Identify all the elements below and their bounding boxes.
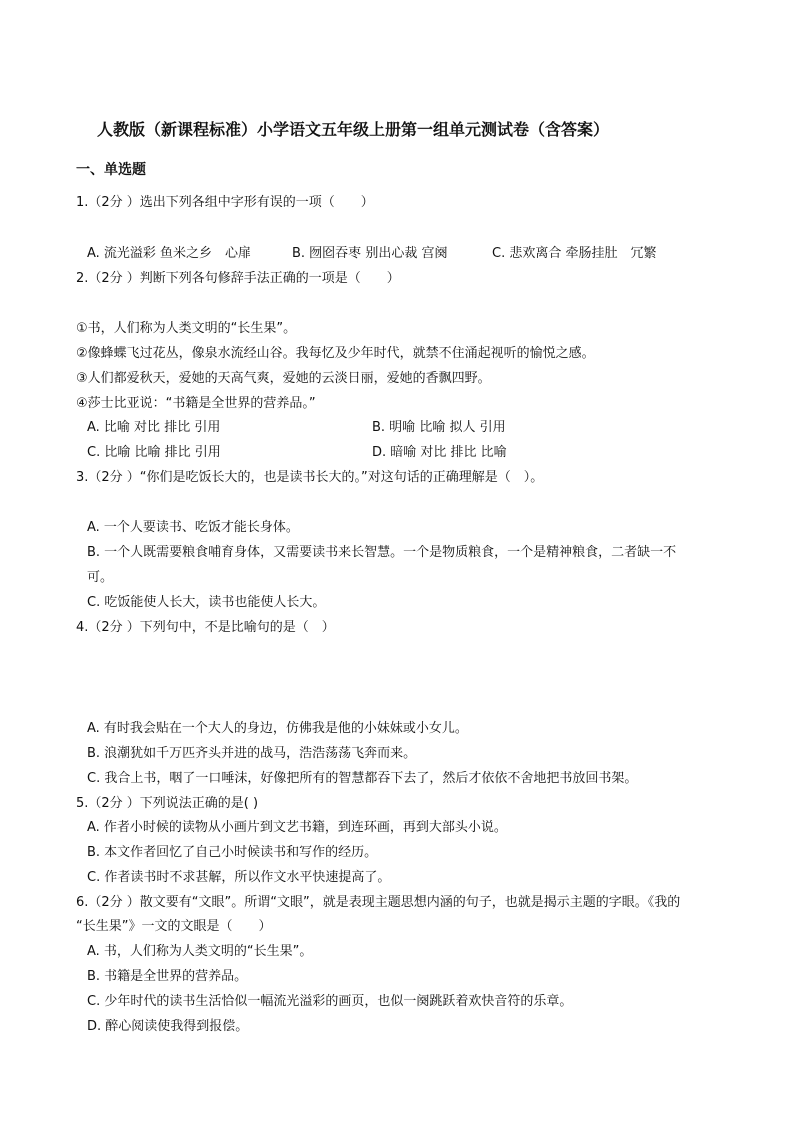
q6-option-b[interactable]: B. 书籍是全世界的营养品。 bbox=[87, 969, 248, 984]
question-2-stem: 2.（2分 ）判断下列各句修辞手法正确的一项是（ ） bbox=[76, 271, 400, 286]
q6-option-d[interactable]: D. 醉心阅读使我得到报偿。 bbox=[87, 1019, 249, 1034]
question-5-stem: 5.（2分 ）下列说法正确的是( ) bbox=[76, 796, 259, 811]
question-3-stem: 3.（2分 ）“你们是吃饭长大的，也是读书长大的。”对这句话的正确理解是（ ）。 bbox=[76, 470, 544, 485]
page-title: 人教版（新课程标准）小学语文五年级上册第一组单元测试卷（含答案） bbox=[97, 120, 610, 139]
q2-sentence-4: ④莎士比亚说：“书籍是全世界的营养品。” bbox=[76, 396, 316, 411]
q6-option-c[interactable]: C. 少年时代的读书生活恰似一幅流光溢彩的画页，也似一阕跳跃着欢快音符的乐章。 bbox=[87, 994, 573, 1009]
q3-option-b[interactable]: B. 一个人既需要粮食哺育身体，又需要读书来长智慧。一个是物质粮食，一个是精神粮食，二者缺一不 bbox=[87, 545, 677, 560]
q5-option-a[interactable]: A. 作者小时候的读物从小画片到文艺书籍，到连环画，再到大部头小说。 bbox=[87, 820, 507, 835]
q6-option-a[interactable]: A. 书，人们称为人类文明的“长生果”。 bbox=[87, 944, 313, 959]
q1-option-c[interactable]: C. 悲欢离合 牵肠挂肚 冗繁 bbox=[492, 246, 657, 261]
q4-option-a[interactable]: A. 有时我会贴在一个大人的身边，仿佛我是他的小妹妹或小女儿。 bbox=[87, 721, 468, 736]
q3-option-a[interactable]: A. 一个人要读书、吃饭才能长身体。 bbox=[87, 520, 299, 535]
question-1-stem: 1.（2分 ）选出下列各组中字形有误的一项（ ） bbox=[76, 195, 374, 210]
q3-option-c[interactable]: C. 吃饭能使人长大，读书也能使人长大。 bbox=[87, 595, 326, 610]
q3-option-b-cont: 可。 bbox=[87, 570, 114, 585]
section-heading: 一、单选题 bbox=[76, 162, 146, 178]
q1-option-b[interactable]: B. 囫囵吞枣 别出心裁 宫阕 bbox=[292, 246, 448, 261]
q2-option-d[interactable]: D. 暗喻 对比 排比 比喻 bbox=[372, 445, 507, 460]
q2-option-a[interactable]: A. 比喻 对比 排比 引用 bbox=[87, 420, 221, 435]
q5-option-c[interactable]: C. 作者读书时不求甚解，所以作文水平快速提高了。 bbox=[87, 870, 391, 885]
q2-sentence-2: ②像蜂蝶飞过花丛，像泉水流经山谷。我每忆及少年时代，就禁不住涌起视听的愉悦之感。 bbox=[76, 346, 595, 361]
q5-option-b[interactable]: B. 本文作者回忆了自己小时候读书和写作的经历。 bbox=[87, 845, 378, 860]
q2-option-b[interactable]: B. 明喻 比喻 拟人 引用 bbox=[372, 420, 506, 435]
q2-option-c[interactable]: C. 比喻 比喻 排比 引用 bbox=[87, 445, 221, 460]
q1-option-a[interactable]: A. 流光溢彩 鱼米之乡 心扉 bbox=[87, 246, 252, 261]
q4-option-b[interactable]: B. 浪潮犹如千万匹齐头并进的战马，浩浩荡荡飞奔而来。 bbox=[87, 746, 417, 761]
q4-option-c[interactable]: C. 我合上书，咽了一口唾沫，好像把所有的智慧都吞下去了，然后才依依不舍地把书放回书架。 bbox=[87, 771, 638, 786]
q2-sentence-1: ①书，人们称为人类文明的“长生果”。 bbox=[76, 321, 297, 336]
q2-sentence-3: ③人们都爱秋天，爱她的天高气爽，爱她的云淡日丽，爱她的香飘四野。 bbox=[76, 371, 491, 386]
question-6-stem-cont: “长生果”》一文的文眼是（ ） bbox=[76, 919, 272, 934]
question-4-stem: 4.（2分 ）下列句中，不是比喻句的是（ ） bbox=[76, 620, 335, 635]
question-6-stem: 6.（2分 ）散文要有“文眼”。所谓“文眼”，就是表现主题思想内涵的句子，也就是揭示主题的字眼。《我的 bbox=[76, 895, 681, 910]
